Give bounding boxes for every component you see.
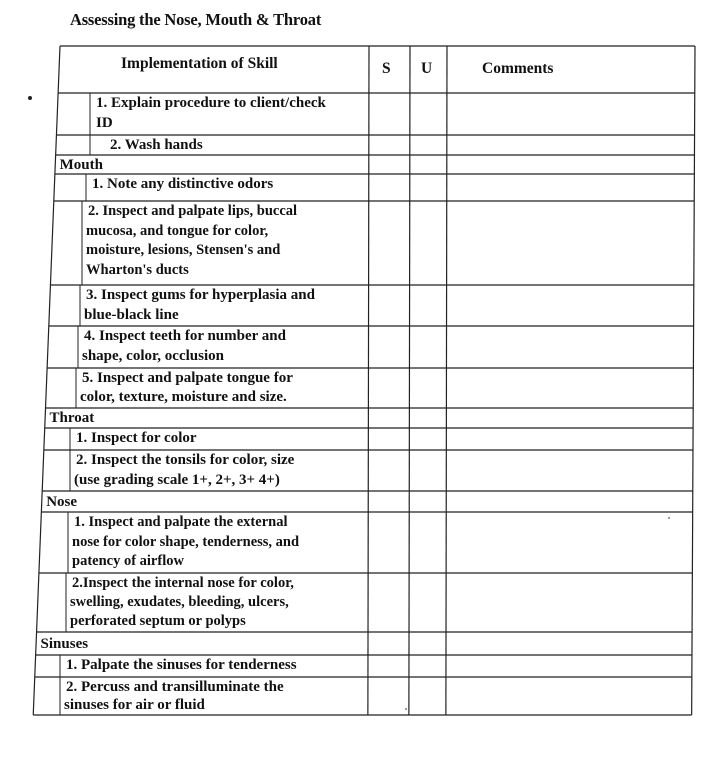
cell-comments[interactable] (448, 94, 694, 134)
checklist-item-text: 5. Inspect and palpate tongue for (82, 370, 293, 386)
cell-u[interactable] (411, 678, 446, 714)
cell-u[interactable] (411, 175, 446, 200)
cell-u[interactable] (411, 94, 446, 134)
cell-u[interactable] (411, 202, 446, 284)
header-s: S (382, 60, 391, 77)
cell-s[interactable] (370, 369, 409, 407)
cell-s[interactable] (370, 429, 409, 449)
cell-u[interactable] (411, 369, 446, 407)
section-heading: Sinuses (40, 635, 89, 652)
cell-u[interactable] (411, 136, 446, 154)
grid-line (409, 46, 410, 715)
cell-s[interactable] (370, 286, 409, 325)
checklist-item-text: 3. Inspect gums for hyperplasia and (86, 287, 315, 303)
checklist-item-text: 2. Inspect and palpate lips, buccal (88, 203, 298, 219)
header-skill: Implementation of Skill (121, 55, 278, 72)
checklist-item-text: 1. Note any distinctive odors (92, 176, 274, 192)
checklist-item-text: color, texture, moisture and size. (80, 389, 287, 405)
checklist-item-text: 2. Percuss and transilluminate the (66, 679, 284, 695)
cell-u[interactable] (411, 327, 446, 367)
cell-s[interactable] (370, 94, 409, 134)
cell-u[interactable] (411, 429, 446, 449)
cell-u[interactable] (411, 286, 446, 325)
header-comments: Comments (482, 60, 554, 77)
checklist-item-text: 2. Inspect the tonsils for color, size (76, 452, 295, 468)
section-heading: Nose (46, 493, 78, 510)
cell-u[interactable] (411, 451, 446, 490)
cell-comments[interactable] (448, 369, 692, 407)
cell-s[interactable] (370, 451, 409, 490)
checklist-item-text: 1. Inspect for color (76, 430, 197, 446)
checklist-item-text: patency of airflow (72, 553, 184, 569)
section-heading: Mouth (59, 156, 103, 173)
cell-comments[interactable] (448, 429, 692, 449)
cell-s[interactable] (370, 136, 409, 154)
checklist-item-text: 2. Wash hands (110, 137, 203, 153)
cell-comments[interactable] (448, 175, 693, 200)
checklist-item-text: moisture, lesions, Stensen's and (86, 242, 281, 258)
checklist-item-text: 2.Inspect the internal nose for color, (72, 575, 294, 591)
cell-s[interactable] (370, 656, 409, 676)
cell-u[interactable] (411, 574, 446, 631)
cell-comments[interactable] (448, 327, 693, 367)
cell-comments[interactable] (448, 202, 693, 284)
grid-line (368, 46, 369, 715)
cell-comments[interactable] (448, 513, 692, 572)
cell-comments[interactable] (448, 574, 691, 631)
header-u: U (421, 60, 433, 77)
cell-u[interactable] (411, 656, 446, 676)
checklist-item-text: perforated septum or polyps (70, 613, 246, 629)
section-heading: Throat (49, 410, 95, 426)
checklist-item-text: 1. Palpate the sinuses for tenderness (66, 657, 297, 673)
checklist-item-text: nose for color shape, tenderness, and (72, 533, 300, 550)
cell-s[interactable] (370, 202, 409, 284)
checklist-item-text: sinuses for air or fluid (64, 697, 205, 713)
checklist-item-text: Wharton's ducts (86, 261, 189, 278)
checklist-item-text: 4. Inspect teeth for number and (84, 328, 286, 344)
cell-s[interactable] (370, 175, 409, 200)
cell-s[interactable] (370, 678, 409, 714)
checklist-item-text: 1. Explain procedure to client/check (96, 95, 326, 111)
checklist-item-text: mucosa, and tongue for color, (86, 222, 269, 239)
cell-s[interactable] (370, 327, 409, 367)
page-title: Assessing the Nose, Mouth & Throat (70, 10, 322, 29)
grid-line (33, 46, 60, 715)
cell-s[interactable] (370, 513, 409, 572)
cell-comments[interactable] (448, 656, 691, 676)
cell-comments[interactable] (448, 451, 692, 490)
checklist-item-text: ID (96, 114, 113, 131)
checklist-item-text: (use grading scale 1+, 2+, 3+ 4+) (74, 471, 280, 488)
cell-comments[interactable] (448, 136, 694, 154)
cell-comments[interactable] (448, 286, 693, 325)
cell-s[interactable] (370, 574, 409, 631)
checklist-item-text: shape, color, occlusion (82, 347, 224, 364)
checklist-item-text: blue-black line (84, 306, 179, 323)
grid-line (446, 46, 447, 715)
checklist-item-text: swelling, exudates, bleeding, ulcers, (70, 594, 289, 610)
cell-comments[interactable] (448, 678, 691, 714)
checklist-item-text: 1. Inspect and palpate the external (74, 514, 288, 530)
cell-u[interactable] (411, 513, 446, 572)
